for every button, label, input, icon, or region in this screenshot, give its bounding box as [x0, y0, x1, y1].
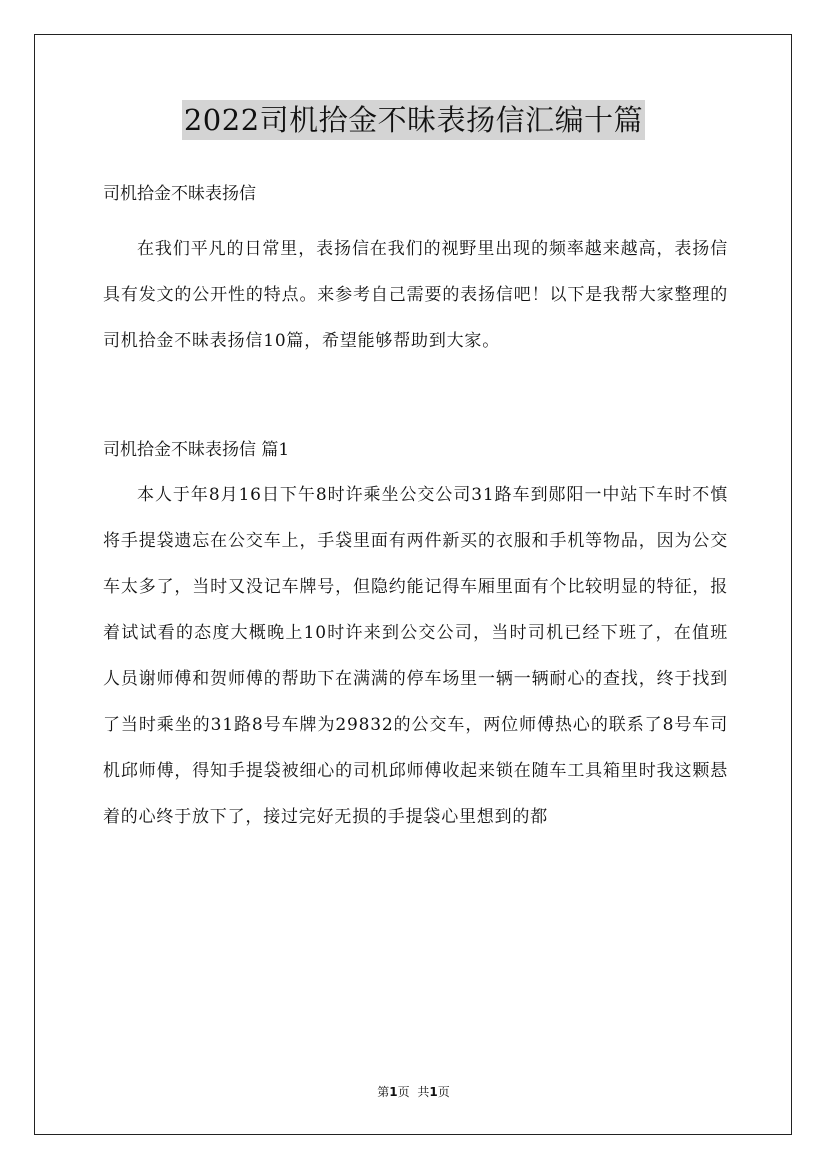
section-spacer	[103, 364, 728, 428]
footer-total-prefix: 共	[417, 1085, 430, 1099]
footer-page-number: 1	[389, 1085, 398, 1099]
section1-heading: 司机拾金不昧表扬信 篇1	[103, 440, 290, 460]
section1-paragraph: 本人于年8月16日下午8时许乘坐公交公司31路车到郧阳一中站下车时不慎将手提袋遗忘在公交车上，手袋里面有两件新买的衣服和手机等物品，因为公交车太多了，当时又没记车牌号，但隐约能记得车厢里面有个比较明显的特征，报着试试看的态度大概晚上10时许来到公交公司，当时司机已经下班了，在值班人员谢师傅和贺师傅的帮助下在满满的停车场里一辆一辆耐心的查找，终于找到了当时乘坐的31路8号车牌为29832的公交车，两位师傅热心的联系了8号车司机邱师傅，得知手提袋被细心的司机邱师傅收起来锁在随车工具箱里时我这颗悬着的心终于放下了，接过完好无损的手提袋心里想到的都	[103, 485, 728, 827]
document-title-text: 2022司机拾金不昧表扬信汇编十篇	[182, 100, 645, 140]
intro-paragraph: 在我们平凡的日常里，表扬信在我们的视野里出现的频率越来越高，表扬信具有发文的公开性的特点。来参考自己需要的表扬信吧！以下是我帮大家整理的司机拾金不昧表扬信10篇，希望能够帮助到大家。	[103, 239, 728, 351]
footer-page-suffix: 页	[397, 1085, 410, 1099]
document-body	[103, 172, 728, 840]
page-footer	[0, 1084, 827, 1100]
document-title	[0, 100, 827, 140]
footer-page-prefix: 第	[377, 1085, 390, 1099]
footer-total-suffix: 页	[437, 1085, 450, 1099]
footer-total-number: 1	[429, 1085, 438, 1099]
intro-heading: 司机拾金不昧表扬信	[103, 184, 256, 204]
